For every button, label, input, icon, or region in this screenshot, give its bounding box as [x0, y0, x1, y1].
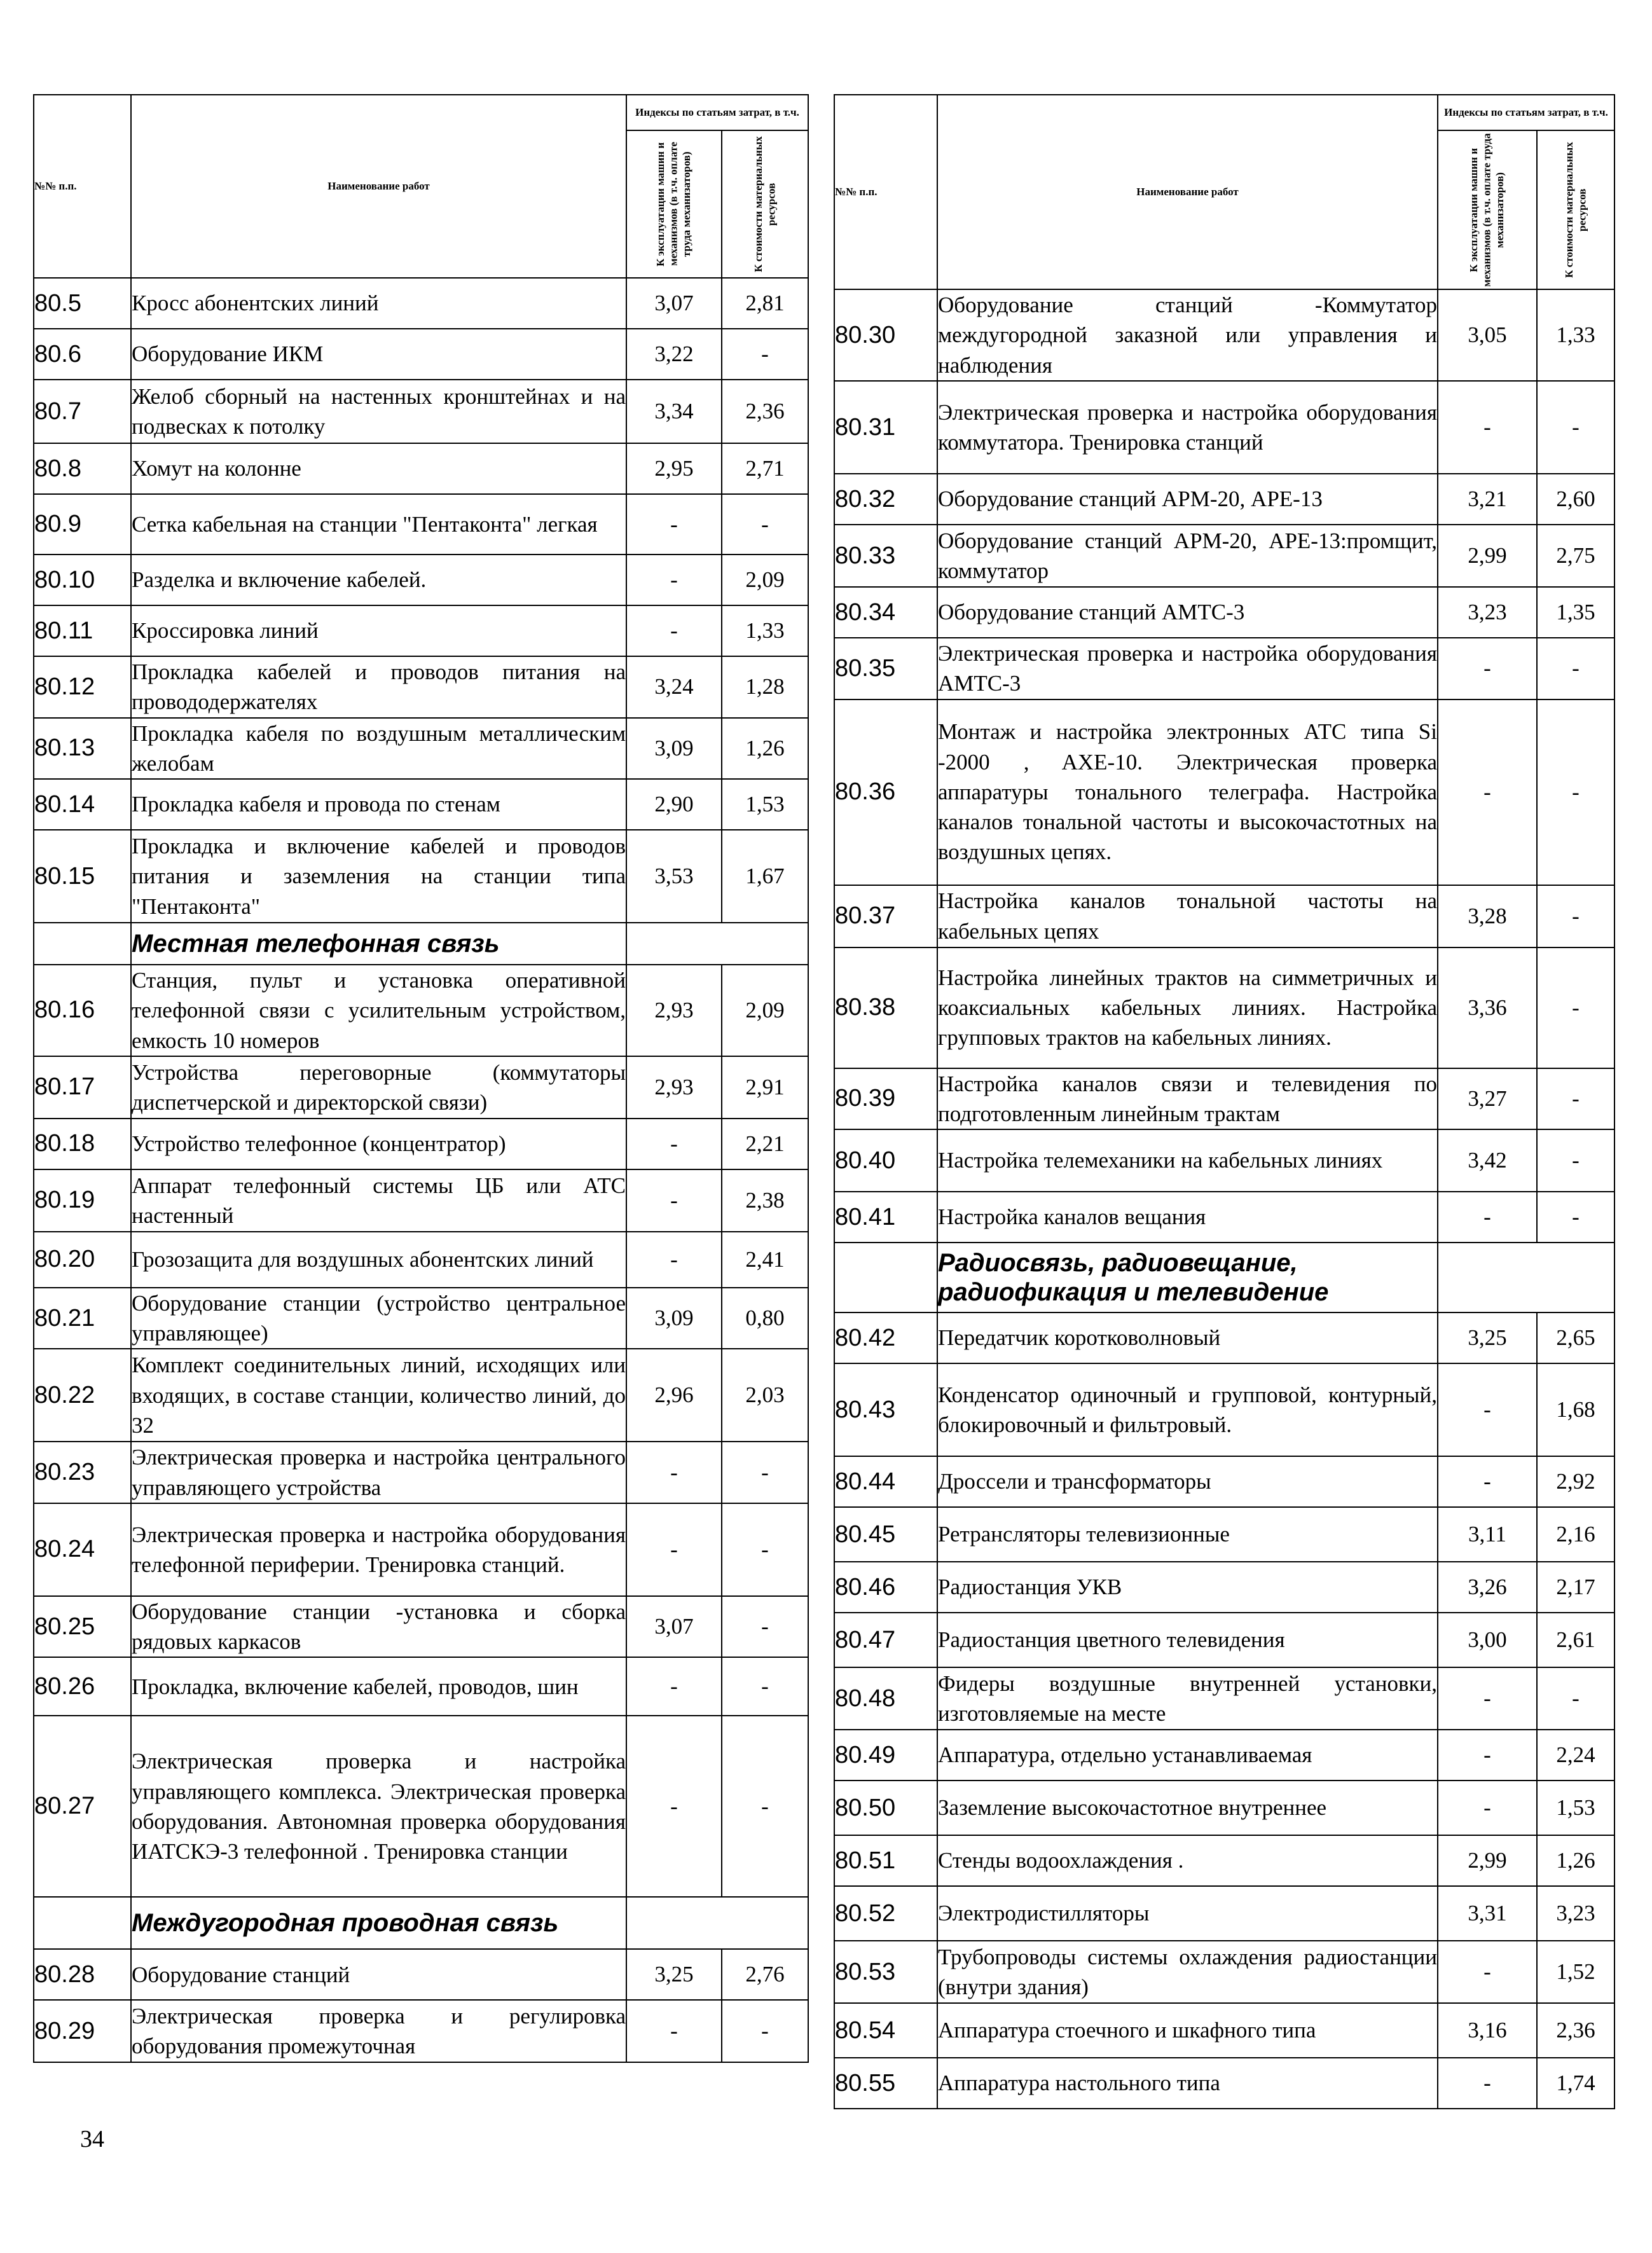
work-name: Аппаратура, отдельно устанавливаемая — [937, 1730, 1438, 1781]
row-number: 80.45 — [834, 1507, 937, 1562]
section-num-cell — [34, 923, 131, 965]
material-index: 1,26 — [722, 718, 808, 780]
work-name: Прокладка кабеля и провода по стенам — [131, 779, 626, 830]
row-number: 80.28 — [34, 1949, 131, 2000]
header-col1: К эксплуатации машин и механизмов (в т.ч. оплате труда механизаторов) — [1438, 130, 1537, 289]
table-row — [834, 1941, 1614, 2003]
table-row — [34, 443, 808, 494]
material-index: - — [1537, 1667, 1614, 1730]
machine-index: - — [626, 1503, 722, 1596]
table-row — [34, 329, 808, 380]
work-name: Дроссели и трансформаторы — [937, 1456, 1438, 1507]
material-index: 1,53 — [1537, 1781, 1614, 1835]
table-row — [834, 638, 1614, 699]
work-name: Электрическая проверка и настройка оборудования АМТС-3 — [937, 638, 1438, 699]
machine-index: - — [1438, 1941, 1537, 2003]
machine-index: 3,36 — [1438, 947, 1537, 1068]
row-number: 80.27 — [34, 1716, 131, 1897]
table-right — [834, 94, 1615, 2109]
row-number: 80.12 — [34, 656, 131, 718]
machine-index: 3,16 — [1438, 2003, 1537, 2058]
row-number: 80.26 — [34, 1657, 131, 1716]
row-number: 80.10 — [34, 555, 131, 605]
work-name: Оборудование станции -установка и сборка рядовых каркасов — [131, 1596, 626, 1658]
material-index: - — [1537, 638, 1614, 699]
table-row — [34, 1119, 808, 1169]
section-values-cell — [626, 1897, 808, 1949]
material-index: - — [722, 1716, 808, 1897]
work-name: Прокладка и включение кабелей и проводов питания и заземления на станции типа "Пентаконта" — [131, 830, 626, 923]
row-number: 80.51 — [834, 1835, 937, 1886]
work-name: Радиостанция цветного телевидения — [937, 1613, 1438, 1667]
material-index: - — [1537, 1129, 1614, 1192]
table-row — [34, 830, 808, 923]
row-number: 80.43 — [834, 1363, 937, 1456]
machine-index: - — [1438, 1781, 1537, 1835]
material-index: - — [1537, 1192, 1614, 1243]
header-name: Наименование работ — [937, 95, 1438, 289]
table-row — [834, 2058, 1614, 2109]
row-number: 80.54 — [834, 2003, 937, 2058]
work-name: Кроссировка линий — [131, 605, 626, 656]
machine-index: 3,42 — [1438, 1129, 1537, 1192]
row-number: 80.52 — [834, 1886, 937, 1941]
row-number: 80.14 — [34, 779, 131, 830]
table-row — [834, 885, 1614, 947]
table-row — [834, 699, 1614, 885]
material-index: 2,09 — [722, 555, 808, 605]
row-number: 80.5 — [34, 278, 131, 329]
table-row — [834, 525, 1614, 587]
table-row — [34, 1503, 808, 1596]
material-index: 2,75 — [1537, 525, 1614, 587]
row-number: 80.55 — [834, 2058, 937, 2109]
material-index: 2,36 — [722, 380, 808, 443]
machine-index: - — [1438, 699, 1537, 885]
row-number: 80.44 — [834, 1456, 937, 1507]
work-name: Настройка каналов тональной частоты на кабельных цепях — [937, 885, 1438, 947]
work-name: Передатчик коротковолновый — [937, 1313, 1438, 1363]
work-name: Аппаратура настольного типа — [937, 2058, 1438, 2109]
machine-index: - — [626, 2000, 722, 2062]
row-number: 80.33 — [834, 525, 937, 587]
row-number: 80.20 — [34, 1232, 131, 1288]
table-row — [834, 2003, 1614, 2058]
material-index: 2,41 — [722, 1232, 808, 1288]
material-index: 1,26 — [1537, 1835, 1614, 1886]
row-number: 80.7 — [34, 380, 131, 443]
material-index: 1,28 — [722, 656, 808, 718]
row-number: 80.19 — [34, 1169, 131, 1232]
table-row — [834, 1456, 1614, 1507]
table-row — [834, 1313, 1614, 1363]
row-number: 80.21 — [34, 1288, 131, 1349]
row-number: 80.49 — [834, 1730, 937, 1781]
table-row — [34, 1657, 808, 1716]
machine-index: 3,23 — [1438, 587, 1537, 638]
machine-index: - — [626, 1442, 722, 1503]
row-number: 80.11 — [34, 605, 131, 656]
machine-index: - — [626, 1119, 722, 1169]
header-col2: К стоимости материальных ресурсов — [1537, 130, 1614, 289]
table-row — [34, 1349, 808, 1442]
material-index: - — [722, 1596, 808, 1658]
table-row — [834, 474, 1614, 525]
machine-index: 3,11 — [1438, 1507, 1537, 1562]
machine-index: - — [1438, 1192, 1537, 1243]
section-num-cell — [834, 1243, 937, 1313]
material-index: 1,35 — [1537, 587, 1614, 638]
table-row — [834, 1507, 1614, 1562]
work-name: Оборудование станций АМТС-3 — [937, 587, 1438, 638]
material-index: 2,71 — [722, 443, 808, 494]
work-name: Конденсатор одиночный и групповой, контурный, блокировочный и фильтровый. — [937, 1363, 1438, 1456]
material-index: 2,24 — [1537, 1730, 1614, 1781]
work-name: Фидеры воздушные внутренней установки, изготовляемые на месте — [937, 1667, 1438, 1730]
work-name: Комплект соединительных линий, исходящих или входящих, в составе станции, количество линий, до 32 — [131, 1349, 626, 1442]
section-row — [34, 923, 808, 965]
machine-index: - — [1438, 1667, 1537, 1730]
machine-index: 2,99 — [1438, 1835, 1537, 1886]
table-row — [34, 1716, 808, 1897]
work-name: Электрическая проверка и настройка оборудования коммутатора. Тренировка станций — [937, 381, 1438, 474]
row-number: 80.29 — [34, 2000, 131, 2062]
machine-index: 3,25 — [1438, 1313, 1537, 1363]
table-row — [834, 1363, 1614, 1456]
material-index: 2,92 — [1537, 1456, 1614, 1507]
work-name: Электродистилляторы — [937, 1886, 1438, 1941]
row-number: 80.53 — [834, 1941, 937, 2003]
machine-index: 3,34 — [626, 380, 722, 443]
machine-index: 3,27 — [1438, 1068, 1537, 1130]
table-row — [34, 555, 808, 605]
material-index: 2,60 — [1537, 474, 1614, 525]
left-table-body — [34, 278, 808, 2062]
row-number: 80.39 — [834, 1068, 937, 1130]
row-number: 80.50 — [834, 1781, 937, 1835]
work-name: Желоб сборный на настенных кронштейнах и на подвесках к потолку — [131, 380, 626, 443]
material-index: 2,03 — [722, 1349, 808, 1442]
work-name: Оборудование ИКМ — [131, 329, 626, 380]
row-number: 80.34 — [834, 587, 937, 638]
work-name: Электрическая проверка и настройка центрального управляющего устройства — [131, 1442, 626, 1503]
material-index: 2,36 — [1537, 2003, 1614, 2058]
row-number: 80.46 — [834, 1562, 937, 1613]
machine-index: 2,90 — [626, 779, 722, 830]
table-row — [34, 494, 808, 555]
row-number: 80.13 — [34, 718, 131, 780]
work-name: Настройка каналов связи и телевидения по подготовленным линейным трактам — [937, 1068, 1438, 1130]
work-name: Электрическая проверка и настройка оборудования телефонной периферии. Тренировка станций. — [131, 1503, 626, 1596]
work-name: Прокладка кабеля по воздушным металлическим желобам — [131, 718, 626, 780]
machine-index: - — [1438, 1456, 1537, 1507]
material-index: - — [722, 494, 808, 555]
table-row — [834, 1667, 1614, 1730]
table-row — [34, 1949, 808, 2000]
header-col1: К эксплуатации машин и механизмов (в т.ч. оплате труда механизаторов) — [626, 130, 722, 278]
row-number: 80.47 — [834, 1613, 937, 1667]
work-name: Заземление высокочастотное внутреннее — [937, 1781, 1438, 1835]
section-num-cell — [34, 1897, 131, 1949]
material-index: 1,74 — [1537, 2058, 1614, 2109]
machine-index: 2,93 — [626, 1056, 722, 1119]
machine-index: - — [626, 1657, 722, 1716]
material-index: 2,81 — [722, 278, 808, 329]
material-index: 1,33 — [722, 605, 808, 656]
section-row — [34, 1897, 808, 1949]
table-row — [834, 1835, 1614, 1886]
material-index: - — [1537, 947, 1614, 1068]
table-row — [834, 1781, 1614, 1835]
material-index: 2,61 — [1537, 1613, 1614, 1667]
table-row — [34, 779, 808, 830]
work-name: Настройка телемеханики на кабельных линиях — [937, 1129, 1438, 1192]
machine-index: 3,09 — [626, 1288, 722, 1349]
row-number: 80.16 — [34, 965, 131, 1056]
section-title: Радиосвязь, радиовещание, радиофикация и телевидение — [937, 1243, 1438, 1313]
machine-index: 2,96 — [626, 1349, 722, 1442]
machine-index: - — [626, 555, 722, 605]
table-row — [34, 278, 808, 329]
row-number: 80.9 — [34, 494, 131, 555]
row-number: 80.15 — [34, 830, 131, 923]
material-index: - — [1537, 885, 1614, 947]
material-index: 2,38 — [722, 1169, 808, 1232]
machine-index: 3,05 — [1438, 289, 1537, 381]
material-index: 3,23 — [1537, 1886, 1614, 1941]
work-name: Устройства переговорные (коммутаторы диспетчерской и директорской связи) — [131, 1056, 626, 1119]
work-name: Устройство телефонное (концентратор) — [131, 1119, 626, 1169]
row-number: 80.22 — [34, 1349, 131, 1442]
machine-index: 3,07 — [626, 1596, 722, 1658]
table-row — [834, 1562, 1614, 1613]
work-name: Настройка линейных трактов на симметричных и коаксиальных кабельных линиях. Настройка групповых трактов на кабельных линиях. — [937, 947, 1438, 1068]
work-name: Трубопроводы системы охлаждения радиостанции (внутри здания) — [937, 1941, 1438, 2003]
row-number: 80.25 — [34, 1596, 131, 1658]
material-index: 1,68 — [1537, 1363, 1614, 1456]
material-index: 2,91 — [722, 1056, 808, 1119]
row-number: 80.31 — [834, 381, 937, 474]
table-row — [34, 1169, 808, 1232]
table-row — [34, 656, 808, 718]
work-name: Оборудование станций — [131, 1949, 626, 2000]
material-index: 1,53 — [722, 779, 808, 830]
row-number: 80.32 — [834, 474, 937, 525]
work-name: Грозозащита для воздушных абонентских линий — [131, 1232, 626, 1288]
work-name: Аппарат телефонный системы ЦБ или АТС настенный — [131, 1169, 626, 1232]
work-name: Ретрансляторы телевизионные — [937, 1507, 1438, 1562]
row-number: 80.24 — [34, 1503, 131, 1596]
machine-index: - — [626, 1169, 722, 1232]
work-name: Прокладка кабелей и проводов питания на провододержателях — [131, 656, 626, 718]
header-name: Наименование работ — [131, 95, 626, 278]
page-number: 34 — [80, 2126, 104, 2153]
machine-index: - — [1438, 1730, 1537, 1781]
work-name: Оборудование станций -Коммутатор междугородной заказной или управления и наблюдения — [937, 289, 1438, 381]
table-row — [34, 2000, 808, 2062]
material-index: 2,17 — [1537, 1562, 1614, 1613]
machine-index: 3,24 — [626, 656, 722, 718]
machine-index: 2,95 — [626, 443, 722, 494]
header-group: Индексы по статьям затрат, в т.ч. — [1438, 95, 1614, 130]
row-number: 80.17 — [34, 1056, 131, 1119]
material-index: 2,65 — [1537, 1313, 1614, 1363]
row-number: 80.41 — [834, 1192, 937, 1243]
table-row — [34, 718, 808, 780]
machine-index: 3,07 — [626, 278, 722, 329]
right-table-body — [834, 289, 1614, 2109]
work-name: Стенды водоохлаждения . — [937, 1835, 1438, 1886]
work-name: Прокладка, включение кабелей, проводов, шин — [131, 1657, 626, 1716]
machine-index: 3,00 — [1438, 1613, 1537, 1667]
table-row — [834, 1730, 1614, 1781]
material-index: - — [1537, 1068, 1614, 1130]
row-number: 80.42 — [834, 1313, 937, 1363]
section-title: Местная телефонная связь — [131, 923, 626, 965]
machine-index: 3,26 — [1438, 1562, 1537, 1613]
work-name: Сетка кабельная на станции "Пентаконта" легкая — [131, 494, 626, 555]
machine-index: - — [626, 1232, 722, 1288]
material-index: 0,80 — [722, 1288, 808, 1349]
machine-index: 3,53 — [626, 830, 722, 923]
work-name: Электрическая проверка и настройка управляющего комплекса. Электрическая проверка оборудования. Автономная проверка оборудования ИАТСКЭ-3 телефонной . Тренировка станции — [131, 1716, 626, 1897]
header-num: №№ п.п. — [834, 95, 937, 289]
row-number: 80.48 — [834, 1667, 937, 1730]
machine-index: 2,99 — [1438, 525, 1537, 587]
header-col2: К стоимости материальных ресурсов — [722, 130, 808, 278]
work-name: Аппаратура стоечного и шкафного типа — [937, 2003, 1438, 2058]
machine-index: - — [626, 494, 722, 555]
material-index: 1,67 — [722, 830, 808, 923]
table-row — [834, 947, 1614, 1068]
material-index: 1,52 — [1537, 1941, 1614, 2003]
machine-index: 3,28 — [1438, 885, 1537, 947]
machine-index: 3,09 — [626, 718, 722, 780]
row-number: 80.18 — [34, 1119, 131, 1169]
table-row — [34, 380, 808, 443]
machine-index: 3,21 — [1438, 474, 1537, 525]
table-row — [34, 1056, 808, 1119]
machine-index: 3,31 — [1438, 1886, 1537, 1941]
section-row — [834, 1243, 1614, 1313]
table-row — [834, 1613, 1614, 1667]
section-title: Междугородная проводная связь — [131, 1897, 626, 1949]
work-name: Станция, пульт и установка оперативной телефонной связи с усилительным устройством, емкость 10 номеров — [131, 965, 626, 1056]
work-name: Оборудование станции (устройство центральное управляющее) — [131, 1288, 626, 1349]
material-index: 1,33 — [1537, 289, 1614, 381]
row-number: 80.36 — [834, 699, 937, 885]
machine-index: - — [1438, 638, 1537, 699]
work-name: Оборудование станций АРМ-20, АРЕ-13 — [937, 474, 1438, 525]
material-index: 2,09 — [722, 965, 808, 1056]
material-index: 2,21 — [722, 1119, 808, 1169]
machine-index: - — [1438, 2058, 1537, 2109]
machine-index: 3,22 — [626, 329, 722, 380]
material-index: - — [722, 329, 808, 380]
material-index: - — [1537, 699, 1614, 885]
work-name: Электрическая проверка и регулировка оборудования промежуточная — [131, 2000, 626, 2062]
row-number: 80.6 — [34, 329, 131, 380]
material-index: 2,76 — [722, 1949, 808, 2000]
material-index: - — [722, 1503, 808, 1596]
row-number: 80.23 — [34, 1442, 131, 1503]
work-name: Хомут на колонне — [131, 443, 626, 494]
row-number: 80.30 — [834, 289, 937, 381]
row-number: 80.35 — [834, 638, 937, 699]
machine-index: 3,25 — [626, 1949, 722, 2000]
table-row — [34, 1288, 808, 1349]
work-name: Радиостанция УКВ — [937, 1562, 1438, 1613]
machine-index: - — [1438, 1363, 1537, 1456]
row-number: 80.8 — [34, 443, 131, 494]
row-number: 80.38 — [834, 947, 937, 1068]
table-row — [834, 381, 1614, 474]
machine-index: - — [1438, 381, 1537, 474]
work-name: Настройка каналов вещания — [937, 1192, 1438, 1243]
table-left — [33, 94, 809, 2063]
header-num: №№ п.п. — [34, 95, 131, 278]
table-row — [834, 289, 1614, 381]
machine-index: 2,93 — [626, 965, 722, 1056]
table-row — [834, 1192, 1614, 1243]
material-index: - — [1537, 381, 1614, 474]
row-number: 80.37 — [834, 885, 937, 947]
work-name: Монтаж и настройка электронных АТС типа Si -2000 , AXE-10. Электрическая проверка аппаратуры тонального телеграфа. Настройка каналов тональной частоты и высокочастотных на воздушных цепях. — [937, 699, 1438, 885]
work-name: Кросс абонентских линий — [131, 278, 626, 329]
material-index: 2,16 — [1537, 1507, 1614, 1562]
material-index: - — [722, 2000, 808, 2062]
table-row — [34, 1442, 808, 1503]
machine-index: - — [626, 1716, 722, 1897]
work-name: Разделка и включение кабелей. — [131, 555, 626, 605]
table-row — [834, 1886, 1614, 1941]
table-row — [34, 1232, 808, 1288]
machine-index: - — [626, 605, 722, 656]
section-values-cell — [1438, 1243, 1614, 1313]
table-row — [834, 1129, 1614, 1192]
table-row — [34, 605, 808, 656]
table-row — [834, 1068, 1614, 1130]
table-row — [34, 1596, 808, 1658]
row-number: 80.40 — [834, 1129, 937, 1192]
material-index: - — [722, 1442, 808, 1503]
section-values-cell — [626, 923, 808, 965]
material-index: - — [722, 1657, 808, 1716]
header-group: Индексы по статьям затрат, в т.ч. — [626, 95, 808, 130]
table-row — [834, 587, 1614, 638]
work-name: Оборудование станций АРМ-20, АРЕ-13:промщит, коммутатор — [937, 525, 1438, 587]
table-row — [34, 965, 808, 1056]
